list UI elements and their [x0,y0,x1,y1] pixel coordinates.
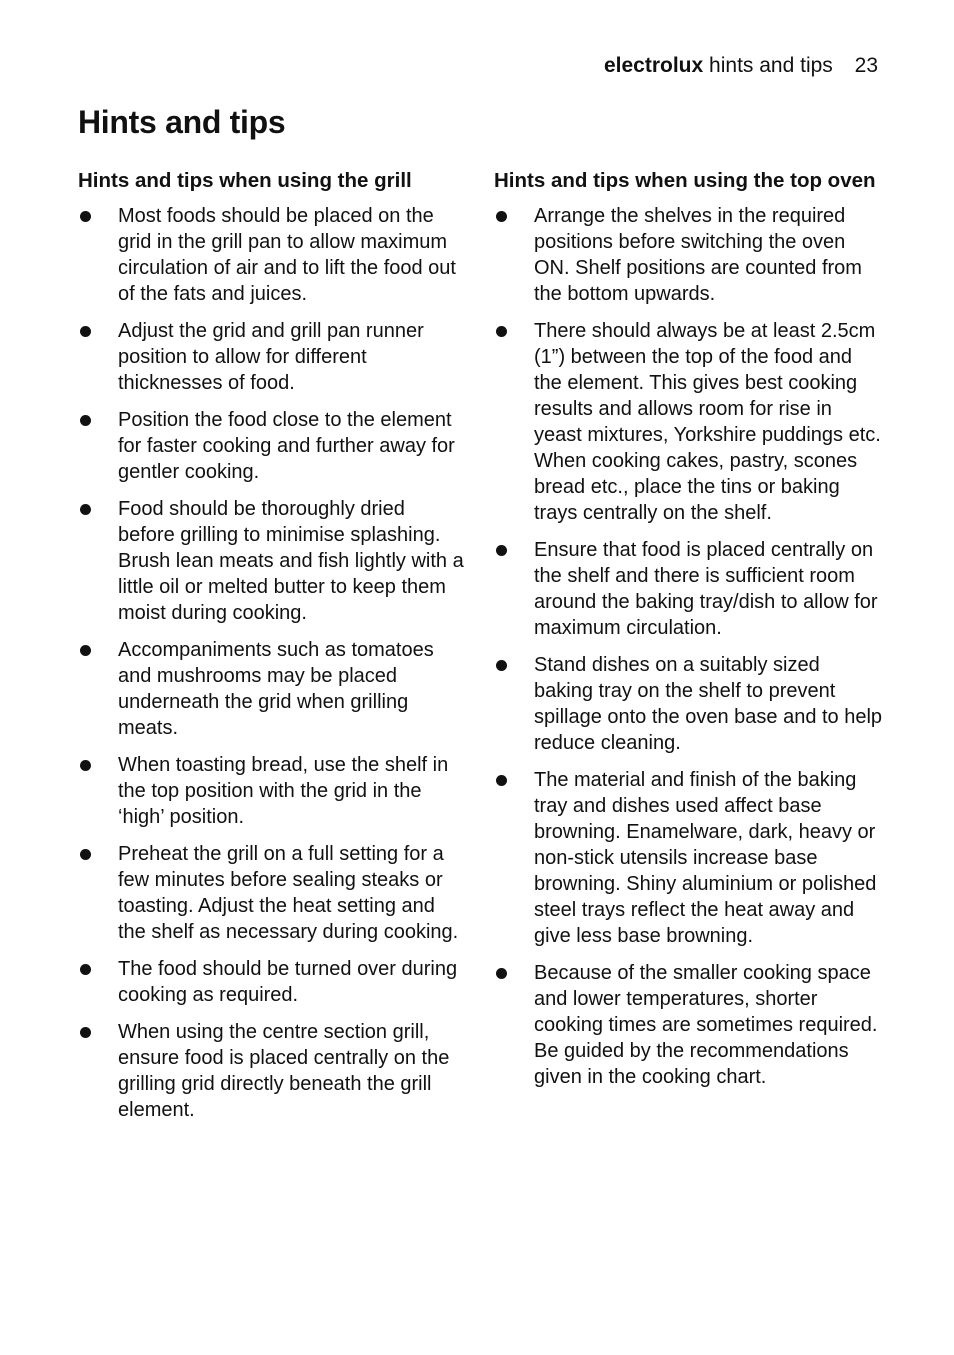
list-item [494,318,884,526]
tip-text: Preheat the grill on a full setting for a few minutes before sealing steaks or toasting. Adjust the heat setting and the shelf as necessary during cooking. [118,843,459,943]
list-item [494,960,884,1090]
list-item [78,407,464,485]
bullet-icon [80,760,91,771]
list-item [494,203,884,307]
tip-text: Adjust the grid and grill pan runner position to allow for different thicknesses of food. [118,320,424,394]
bullet-icon [80,415,91,426]
tip-text: Position the food close to the element for faster cooking and further away for gentler cooking. [118,409,455,483]
top-oven-tips-column [494,168,884,1101]
bullet-icon [80,645,91,656]
list-item [494,537,884,641]
grill-tips-list [78,203,464,1123]
bullet-icon [496,211,507,222]
list-item [78,1019,464,1123]
bullet-icon [496,545,507,556]
tip-text: Arrange the shelves in the required positions before switching the oven ON. Shelf positions are counted from the bottom upwards. [534,205,862,305]
top-oven-tips-list [494,203,884,1090]
page-title: Hints and tips [78,104,286,140]
tip-text: The food should be turned over during cooking as required. [118,958,458,1006]
bullet-icon [80,504,91,515]
list-item [78,637,464,741]
tip-text: Stand dishes on a suitably sized baking tray on the shelf to prevent spillage onto the oven base and to help reduce cleaning. [534,654,883,754]
bullet-icon [496,775,507,786]
list-item [78,752,464,830]
tip-text: Ensure that food is placed centrally on the shelf and there is sufficient room around the baking tray/dish to allow for maximum circulation. [534,539,878,639]
tip-text: Food should be thoroughly dried before grilling to minimise splashing. Brush lean meats and fish lightly with a little oil or melted butter to keep them moist during cooking. [118,498,464,624]
tip-text: There should always be at least 2.5cm (1”) between the top of the food and the element. This gives best cooking results and allows room for rise in yeast mixtures, Yorkshire puddings etc. When cooking cakes, pastry, scones bread etc., place the tins or baking trays centrally on the shelf. [534,320,881,524]
bullet-icon [496,660,507,671]
running-header [604,52,878,80]
bullet-icon [80,849,91,860]
list-item [78,841,464,945]
grill-tips-heading: Hints and tips when using the grill [78,169,412,192]
bullet-icon [80,964,91,975]
tip-text: When toasting bread, use the shelf in the top position with the grid in the ‘high’ position. [118,754,449,828]
bullet-icon [80,1027,91,1038]
brand-name: electrolux [603,54,704,77]
page-number: 23 [854,54,878,77]
top-oven-tips-heading: Hints and tips when using the top oven [494,169,876,192]
list-item [494,652,884,756]
tip-text: The material and finish of the baking tray and dishes used affect base browning. Enamelware, dark, heavy or non-stick utensils increase base browning. Shiny aluminium or polished steel trays reflect the heat away and give less base browning. [534,769,877,947]
list-item [78,203,464,307]
list-item [494,767,884,949]
list-item [78,496,464,626]
bullet-icon [496,326,507,337]
grill-tips-column [78,168,464,1134]
tip-text: Most foods should be placed on the grid in the grill pan to allow maximum circulation of air and to lift the food out of the fats and juices. [118,205,456,305]
list-item [78,318,464,396]
bullet-icon [80,211,91,222]
tip-text: When using the centre section grill, ensure food is placed centrally on the grilling grid directly beneath the grill element. [118,1021,450,1121]
list-item [78,956,464,1008]
tip-text: Because of the smaller cooking space and lower temperatures, shorter cooking times are sometimes required. Be guided by the recommendations given in the cooking chart. [534,962,878,1088]
bullet-icon [80,326,91,337]
bullet-icon [496,968,507,979]
header-section-name: hints and tips [709,54,833,77]
tip-text: Accompaniments such as tomatoes and mushrooms may be placed underneath the grid when grilling meats. [118,639,434,739]
